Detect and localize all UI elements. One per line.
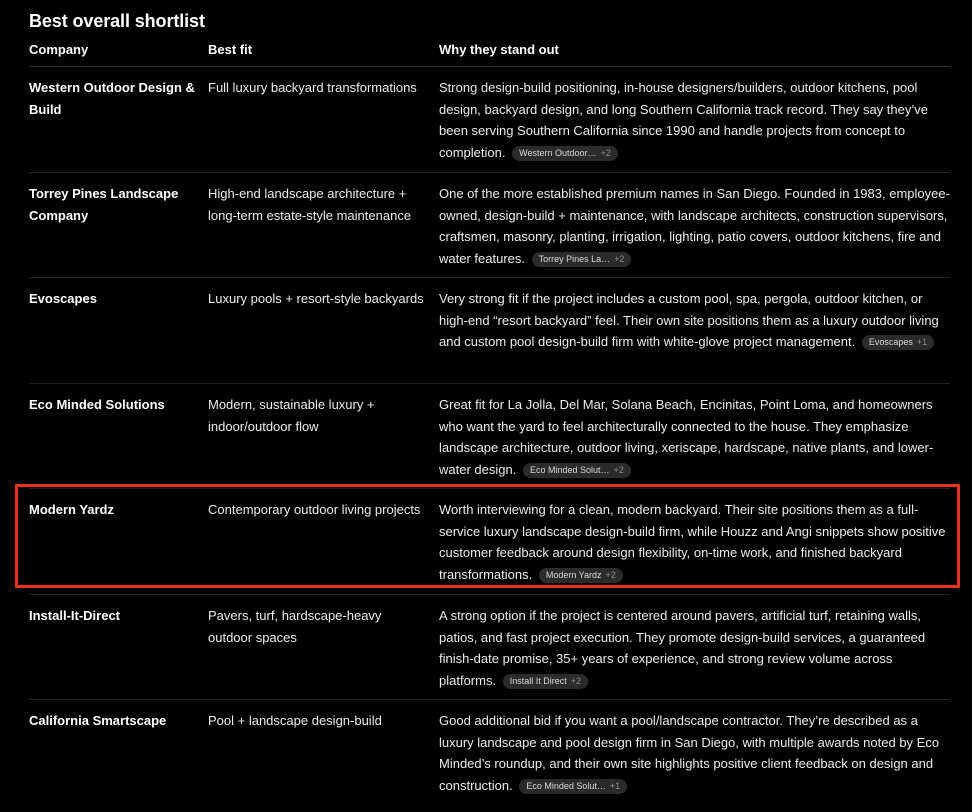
table-header [29, 38, 950, 67]
why-they-stand-out [439, 499, 950, 594]
source-chip-count: +2 [600, 147, 611, 158]
description-text: Very strong fit if the project includes a custom pool, spa, pergola, outdoor kitchen, or high-end “resort backyard” feel. Their own site positions them as a luxury outdoor living and custom pool design-build firm with white-glove project management. [439, 291, 939, 349]
source-citation-chip[interactable] [523, 463, 631, 478]
company-name: Evoscapes [29, 291, 97, 306]
source-chip-label: Eco Minded Solut… [529, 464, 610, 475]
source-chip-count: +1 [916, 337, 928, 347]
source-citation-chip[interactable] [519, 779, 627, 794]
table-row [29, 595, 950, 700]
table-row [29, 384, 950, 489]
page-title: Best overall shortlist [29, 11, 205, 31]
why-they-stand-out [439, 710, 950, 810]
company-name: Western Outdoor Design & Build [29, 80, 195, 117]
source-chip-label: Evoscapes [868, 337, 913, 347]
company-name: Eco Minded Solutions [29, 397, 165, 412]
source-citation-chip[interactable] [512, 146, 618, 161]
description-text: Great fit for La Jolla, Del Mar, Solana Beach, Encinitas, Point Loma, and homeowners who want the yard to feel architecturally connected to the house. They emphasize landscape architecture, outdoor living, xeriscape, hardscape, native plants, and lower-water design. [439, 397, 934, 477]
table-row [29, 489, 950, 595]
source-chip-count: +2 [605, 569, 616, 580]
why-they-stand-out [439, 77, 950, 172]
source-citation-chip[interactable] [532, 252, 632, 267]
best-fit: Modern, sustainable luxury + indoor/outdoor flow [208, 397, 375, 434]
column-header-why: Why they stand out [439, 42, 559, 57]
description-text: Worth interviewing for a clean, modern backyard. Their site positions them as a full-service luxury landscape design-build firm, while Houzz and Angi snippets show positive customer feedback around design flexibility, on-time work, and finished backyard transformations. [439, 502, 946, 582]
description-text: A strong option if the project is centered around pavers, artificial turf, retaining walls, patios, and fast project execution. They promote design-build services, a guaranteed finish-date promise, 35+ years of experience, and strong review volume across platforms. [439, 608, 926, 688]
source-chip-label: Torrey Pines La… [538, 253, 611, 264]
source-chip-label: Eco Minded Solut… [526, 780, 606, 791]
source-chip-label: Install It Direct [509, 675, 567, 686]
best-fit: Pavers, turf, hardscape-heavy outdoor spaces [208, 608, 382, 645]
source-chip-label: Western Outdoor… [519, 147, 597, 158]
why-they-stand-out [439, 394, 950, 488]
source-chip-count: +1 [609, 780, 621, 791]
source-chip-count: +2 [570, 675, 581, 686]
why-they-stand-out [439, 288, 950, 383]
source-chip-label: Modern Yardz [545, 569, 602, 580]
table-row [29, 67, 950, 173]
source-citation-chip[interactable] [503, 674, 588, 689]
table-row [29, 700, 950, 810]
column-header-best-fit: Best fit [208, 42, 253, 57]
best-fit: Luxury pools + resort-style backyards [208, 291, 424, 306]
description-text: Strong design-build positioning, in-house designers/builders, outdoor kitchens, pool design, backyard design, and long Southern California track record. They say they’ve been serving Southern California since 1990 and handle projects from concept to completion. [439, 80, 928, 160]
source-chip-count: +2 [613, 464, 624, 475]
source-chip-count: +2 [614, 253, 625, 264]
table-row [29, 278, 950, 384]
best-fit: Contemporary outdoor living projects [208, 502, 421, 517]
description-text: Good additional bid if you want a pool/landscape contractor. They’re described as a luxury landscape and pool design firm in San Diego, with multiple awards noted by Eco Minded’s roundup, and their own site highlights positive client feedback on design and construction. [439, 713, 940, 793]
best-fit: High-end landscape architecture + long-term estate-style maintenance [208, 186, 412, 223]
best-fit: Full luxury backyard transformations [208, 80, 417, 95]
why-they-stand-out [439, 605, 950, 699]
best-fit: Pool + landscape design-build [208, 713, 382, 728]
source-citation-chip[interactable] [862, 335, 934, 350]
description-text: One of the more established premium names in San Diego. Founded in 1983, employee-owned, design-build + maintenance, with landscape architects, construction supervisors, craftsmen, masonry, planting, irrigation, lighting, patio covers, outdoor kitchens, fire and water features. [439, 186, 950, 266]
company-name: Install-It-Direct [29, 608, 121, 623]
company-name: Modern Yardz [29, 502, 115, 517]
why-they-stand-out [439, 183, 950, 277]
company-name: Torrey Pines Landscape Company [29, 186, 179, 223]
source-citation-chip[interactable] [539, 568, 623, 583]
table-row [29, 173, 950, 278]
company-name: California Smartscape [29, 713, 167, 728]
shortlist-table [29, 38, 950, 810]
column-header-company: Company [29, 42, 89, 57]
